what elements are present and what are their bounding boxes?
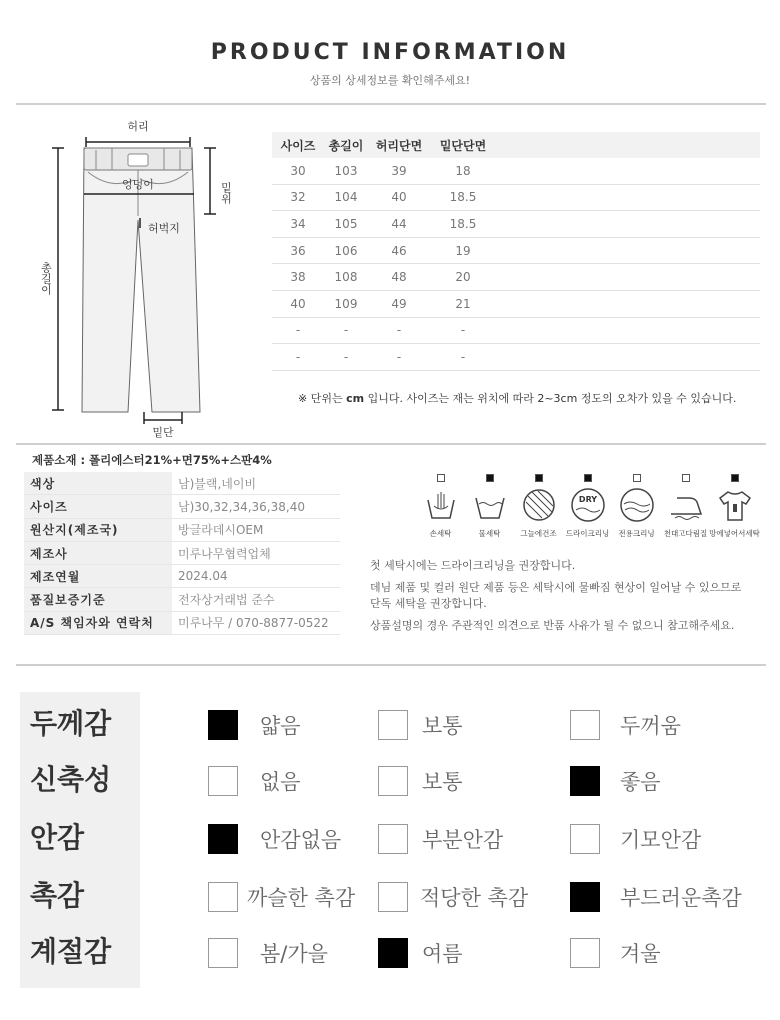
wash-label: 손세탁 xyxy=(429,529,452,538)
table-cell: 18.5 xyxy=(449,190,477,205)
table-cell: - xyxy=(295,323,301,338)
hand-wash-icon xyxy=(422,486,460,524)
feel-checkbox[interactable] xyxy=(208,766,238,796)
wash-checkbox xyxy=(584,474,592,482)
wash-label: 물세탁 xyxy=(478,529,501,538)
wash-item xyxy=(661,474,710,539)
wash-item xyxy=(612,474,661,539)
spec-value: 남)30,32,34,36,38,40 xyxy=(178,499,305,514)
page-title: PRODUCT INFORMATION xyxy=(210,40,570,65)
table-cell: 103 xyxy=(334,163,358,178)
table-cell: 39 xyxy=(391,163,407,178)
wash-checkbox xyxy=(437,474,445,482)
table-cell: 46 xyxy=(391,243,407,258)
page-subtitle: 상품의 상세정보를 확인해주세요! xyxy=(309,74,471,87)
feel-option-label: 여름 xyxy=(422,942,463,966)
feel-checkbox[interactable] xyxy=(570,938,600,968)
table-cell: - xyxy=(343,349,349,364)
spec-key: 제조사 xyxy=(24,542,172,564)
length-label: 총길이 xyxy=(39,262,53,295)
table-cell: 40 xyxy=(391,190,407,205)
feel-option-label: 적당한 촉감 xyxy=(420,886,529,910)
spec-row xyxy=(24,612,340,635)
feel-checkbox[interactable] xyxy=(208,710,238,740)
table-cell: 106 xyxy=(334,243,358,258)
feel-option-label: 부분안감 xyxy=(422,828,504,852)
table-row xyxy=(272,291,760,318)
table-row xyxy=(272,318,760,345)
material-text: 제품소재 : 폴리에스터21%+면75%+스판4% xyxy=(32,453,272,467)
spec-key: 색상 xyxy=(24,472,172,494)
size-table-header xyxy=(272,132,760,158)
feel-option-label: 겨울 xyxy=(620,942,661,966)
table-cell: 36 xyxy=(290,243,306,258)
table-row xyxy=(272,344,760,371)
feel-option-label: 봄/가을 xyxy=(260,942,328,966)
header-length: 총길이 xyxy=(328,138,364,153)
wash-checkbox xyxy=(535,474,543,482)
feel-option-label: 얇음 xyxy=(260,714,301,738)
svg-text:DRY: DRY xyxy=(578,495,597,504)
table-cell: - xyxy=(460,323,466,338)
wash-item xyxy=(465,474,514,539)
table-cell: - xyxy=(396,349,402,364)
spec-row xyxy=(24,588,340,611)
hem-label: 밑단 xyxy=(152,426,174,439)
iron-icon xyxy=(667,486,705,524)
feel-option-label: 보통 xyxy=(422,714,463,738)
divider xyxy=(16,443,766,445)
feel-option-label: 안감없음 xyxy=(260,828,342,852)
water-wash-icon xyxy=(471,486,509,524)
feel-option-label: 없음 xyxy=(260,770,301,794)
feel-option-label: 좋음 xyxy=(620,770,661,794)
table-cell: 30 xyxy=(290,163,306,178)
special-clean-icon xyxy=(618,486,656,524)
table-cell: 32 xyxy=(290,190,306,205)
spec-key: 사이즈 xyxy=(24,495,172,517)
rise-label: 밑위 xyxy=(219,182,233,204)
feel-checkbox[interactable] xyxy=(208,882,238,912)
note-unit: cm xyxy=(346,392,365,405)
wash-item xyxy=(563,474,612,539)
table-cell: - xyxy=(295,349,301,364)
feel-label: 계절감 xyxy=(30,935,112,968)
spec-row xyxy=(24,565,340,588)
spec-row xyxy=(24,542,340,565)
wash-icons xyxy=(416,474,766,539)
wash-item xyxy=(514,474,563,539)
table-cell: 108 xyxy=(334,270,358,285)
feel-label: 촉감 xyxy=(30,879,85,912)
wash-label: 그늘에건조 xyxy=(520,529,557,538)
feel-label: 신축성 xyxy=(30,763,112,796)
feel-option-label: 까슬한 촉감 xyxy=(247,886,356,910)
feel-checkbox[interactable] xyxy=(208,938,238,968)
size-note xyxy=(298,390,736,406)
spec-value: 전자상거래법 준수 xyxy=(178,593,275,608)
header-size: 사이즈 xyxy=(280,138,316,153)
wash-label: 천대고다림질 xyxy=(663,529,708,538)
table-row xyxy=(272,158,760,185)
wash-checkbox xyxy=(682,474,690,482)
feel-option-label: 기모안감 xyxy=(620,828,702,852)
spec-table xyxy=(24,452,340,635)
feel-checkbox[interactable] xyxy=(378,824,408,854)
spec-value: 방글라데시OEM xyxy=(178,523,264,538)
note-suffix: 입니다. 사이즈는 재는 위치에 따라 2~3cm 정도의 오차가 있을 수 있습니다. xyxy=(364,392,737,405)
header-waist: 허리단면 xyxy=(375,138,423,153)
table-cell: 20 xyxy=(455,270,471,285)
feel-checkbox[interactable] xyxy=(570,824,600,854)
table-cell: 40 xyxy=(290,296,306,311)
table-cell: 18 xyxy=(455,163,471,178)
feel-checkbox[interactable] xyxy=(378,710,408,740)
table-cell: 38 xyxy=(290,270,306,285)
spec-row xyxy=(24,495,340,518)
feel-checkbox[interactable] xyxy=(208,824,238,854)
spec-value: 미루나무 / 070-8877-0522 xyxy=(178,616,329,631)
table-cell: 21 xyxy=(455,296,471,311)
feel-checkbox[interactable] xyxy=(570,766,600,796)
wash-label: 드라이크리닝 xyxy=(565,529,610,538)
wash-checkbox xyxy=(486,474,494,482)
wash-text-2b: 단독 세탁을 권장합니다. xyxy=(370,597,487,610)
wash-item xyxy=(416,474,465,539)
table-cell: 105 xyxy=(334,216,358,231)
spec-value: 2024.04 xyxy=(178,569,228,584)
dry-clean-icon xyxy=(569,486,607,524)
table-row xyxy=(272,185,760,212)
spec-key: 제조연월 xyxy=(24,565,172,587)
spec-value: 미루나무협력업체 xyxy=(178,546,271,561)
spec-key: 품질보증기준 xyxy=(24,588,172,610)
divider xyxy=(16,103,766,105)
hip-label: 엉덩이 xyxy=(122,178,154,191)
table-cell: 34 xyxy=(290,216,306,231)
wash-text-3: 상품설명의 경우 주관적인 의견으로 반품 사유가 될 수 없으니 참고해주세요. xyxy=(370,619,735,632)
spec-row xyxy=(24,519,340,542)
wash-label: 전용크리닝 xyxy=(618,529,655,538)
spec-key: A/S 책임자와 연락처 xyxy=(24,612,172,634)
table-cell: - xyxy=(460,349,466,364)
table-cell: 18.5 xyxy=(449,216,477,231)
wash-checkbox xyxy=(633,474,641,482)
size-table xyxy=(272,132,760,371)
wash-item xyxy=(710,474,759,539)
table-row xyxy=(272,238,760,265)
spec-value: 남)블랙,네이비 xyxy=(178,476,257,491)
feel-label: 두께감 xyxy=(30,707,112,740)
laundry-net-icon xyxy=(716,486,754,524)
wash-label: 망에넣어서세탁 xyxy=(709,529,760,538)
table-cell: - xyxy=(396,323,402,338)
feel-checkbox[interactable] xyxy=(570,882,600,912)
wash-text-1: 첫 세탁시에는 드라이크리닝을 권장합니다. xyxy=(370,559,576,572)
feel-option-label: 부드러운촉감 xyxy=(620,886,742,910)
table-row xyxy=(272,264,760,291)
feel-checkbox[interactable] xyxy=(570,710,600,740)
shade-dry-icon xyxy=(520,486,558,524)
header-hem: 밑단단면 xyxy=(439,138,487,153)
table-cell: 44 xyxy=(391,216,407,231)
feel-option-label: 보통 xyxy=(422,770,463,794)
wash-checkbox xyxy=(731,474,739,482)
wash-text-2a: 데님 제품 및 컬러 원단 제품 등은 세탁시에 물빠짐 현상이 일어날 수 있으므로 xyxy=(370,581,742,594)
table-cell: 19 xyxy=(455,243,471,258)
feel-checkbox[interactable] xyxy=(378,766,408,796)
feel-checkbox[interactable] xyxy=(378,882,408,912)
feel-option-label: 두꺼움 xyxy=(620,714,681,738)
thigh-label: 허벅지 xyxy=(148,222,180,235)
pants-diagram xyxy=(18,112,258,442)
divider xyxy=(16,664,766,666)
table-row xyxy=(272,211,760,238)
waist-label: 허리 xyxy=(127,120,149,133)
table-cell: 49 xyxy=(391,296,407,311)
table-cell: 48 xyxy=(391,270,407,285)
table-cell: 109 xyxy=(334,296,358,311)
feel-checkbox[interactable] xyxy=(378,938,408,968)
spec-row xyxy=(24,472,340,495)
table-cell: - xyxy=(343,323,349,338)
feel-label: 안감 xyxy=(30,821,85,854)
spec-key: 원산지(제조국) xyxy=(24,519,172,541)
note-prefix: ※ 단위는 xyxy=(298,392,347,405)
table-cell: 104 xyxy=(334,190,358,205)
